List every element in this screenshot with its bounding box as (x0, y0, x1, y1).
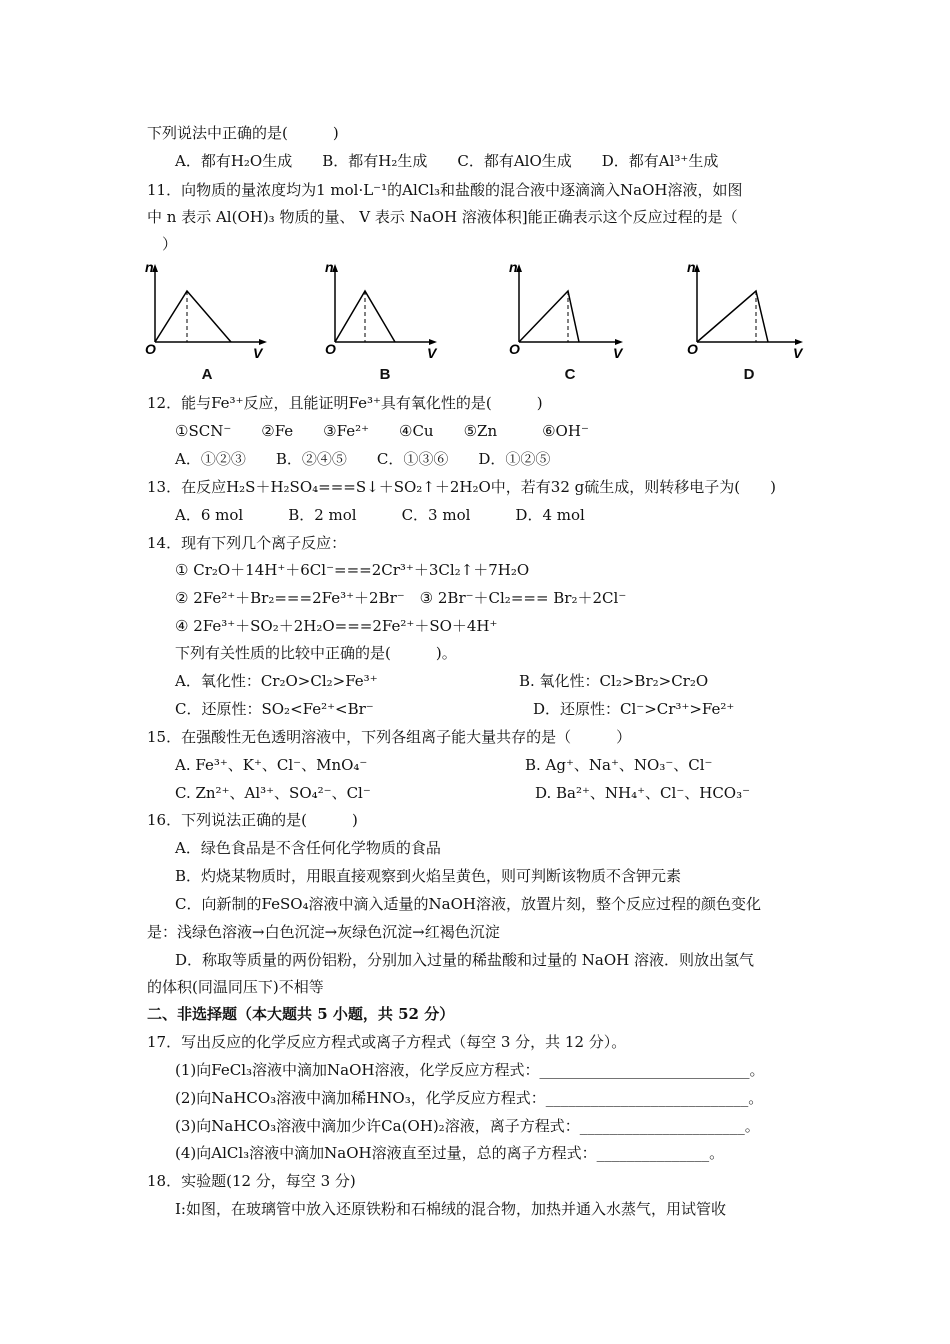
graph-c-axis-n: n (509, 259, 518, 275)
q11-stem-line3: ） (147, 235, 178, 253)
q14-option-a: A．氧化性：Cr₂O>Cl₂>Fe³⁺ (175, 672, 378, 690)
graph-a (143, 258, 313, 388)
q17-part-3: (3)向NaHCO₃溶液中滴加少许Ca(OH)₂溶液，离子方程式：______________________。 (175, 1117, 760, 1135)
q14-reaction-1: ① Cr₂O＋14H⁺＋6Cl⁻===2Cr³⁺＋3Cl₂↑＋7H₂O (175, 561, 530, 579)
graph-a-label: A (201, 366, 213, 383)
q11-stem-line1: 11．向物质的量浓度均为1 mol·L⁻¹的AlCl₃和盐酸的混合液中逐滴滴入NaOH溶液，如图 (147, 181, 743, 199)
q16-stem: 16．下列说法正确的是( ) (147, 811, 358, 829)
q15-option-d: D. Ba²⁺、NH₄⁺、Cl⁻、HCO₃⁻ (535, 784, 751, 802)
q17-part-2: (2)向NaHCO₃溶液中滴加稀HNO₃，化学反应方程式：___________________________。 (175, 1089, 764, 1107)
graph-c-curve (519, 291, 579, 342)
graph-b-origin: O (325, 341, 336, 357)
q14-option-d: D．还原性：Cl⁻>Cr³⁺>Fe²⁺ (533, 700, 735, 718)
q13-options: A．6 mol B．2 mol C．3 mol D．4 mol (175, 506, 585, 524)
q16-option-c-line2: 是：浅绿色溶液→白色沉淀→灰绿色沉淀→红褐色沉淀 (147, 923, 500, 941)
q10-options: A．都有H₂O生成 B．都有H₂生成 C．都有AlO生成 D．都有Al³⁺生成 (175, 152, 719, 170)
q16-option-c-line1: C．向新制的FeSO₄溶液中滴入适量的NaOH溶液，放置片刻，整个反应过程的颜色变化 (175, 895, 761, 913)
q13-stem: 13．在反应H₂S＋H₂SO₄===S↓＋SO₂↑＋2H₂O中，若有32 g硫生成，则转移电子为( ) (147, 478, 776, 496)
graph-a-axis-v: V (253, 345, 263, 361)
q16-option-d-line1: D．称取等质量的两份铝粉，分别加入过量的稀盐酸和过量的 NaOH 溶液．则放出氢气 (175, 951, 755, 969)
graph-c-label: C (564, 366, 576, 383)
q18-part-1: I:如图，在玻璃管中放入还原铁粉和石棉绒的混合物，加热并通入水蒸气，用试管收 (175, 1200, 726, 1218)
graph-d-curve (697, 291, 768, 342)
q10-stem: 下列说法中正确的是( ) (147, 124, 339, 142)
q14-reaction-4: ④ 2Fe³⁺＋SO₂＋2H₂O===2Fe²⁺＋SO＋4H⁺ (175, 617, 498, 635)
q15-option-b: B. Ag⁺、Na⁺、NO₃⁻、Cl⁻ (525, 756, 713, 774)
graph-d-axis-n: n (687, 259, 696, 275)
section-2-heading: 二、非选择题（本大题共 5 小题，共 52 分） (147, 1005, 455, 1023)
q15-option-a: A. Fe³⁺、K⁺、Cl⁻、MnO₄⁻ (175, 756, 368, 774)
graph-d-axis-v: V (793, 345, 803, 361)
graph-a-axis-n: n (145, 259, 154, 275)
q16-option-a: A．绿色食品是不含任何化学物质的食品 (175, 839, 441, 857)
graph-d-label: D (743, 366, 755, 383)
q12-stem: 12．能与Fe³⁺反应，且能证明Fe³⁺具有氧化性的是( ) (147, 394, 543, 412)
q14-option-b: B. 氧化性：Cl₂>Br₂>Cr₂O (519, 672, 709, 690)
q17-part-4: (4)向AlCl₃溶液中滴加NaOH溶液直至过量，总的离子方程式：_______________。 (175, 1144, 725, 1162)
q12-options: A．①②③ B．②④⑤ C．①③⑥ D．①②⑤ (175, 450, 551, 468)
graph-c-origin: O (509, 341, 520, 357)
graph-b-axis-v: V (427, 345, 437, 361)
q12-items: ①SCN⁻ ②Fe ③Fe²⁺ ④Cu ⑤Zn ⑥OH⁻ (175, 422, 589, 440)
q17-part-1: (1)向FeCl₃溶液中滴加NaOH溶液，化学反应方程式：____________________________。 (175, 1061, 765, 1079)
graph-c-axis-v: V (613, 345, 623, 361)
graph-b (323, 258, 493, 388)
q11-stem-line2: 中 n 表示 Al(OH)₃ 物质的量、 V 表示 NaOH 溶液体积]能正确表示这个反应过程的是（ (147, 208, 738, 226)
q15-option-c: C. Zn²⁺、Al³⁺、SO₄²⁻、Cl⁻ (175, 784, 371, 802)
q14-option-c: C．还原性：SO₂<Fe²⁺<Br⁻ (175, 700, 374, 718)
graph-a-curve (155, 291, 231, 342)
q18-stem: 18．实验题(12 分，每空 3 分) (147, 1172, 356, 1190)
q17-stem: 17．写出反应的化学反应方程式或离子方程式（每空 3 分，共 12 分）。 (147, 1033, 627, 1051)
q14-reaction-2-3: ② 2Fe²⁺＋Br₂===2Fe³⁺＋2Br⁻ ③ 2Br⁻＋Cl₂=== Br₂＋2Cl⁻ (175, 589, 627, 607)
q16-option-d-line2: 的体积(同温同压下)不相等 (147, 978, 324, 996)
graph-b-axis-n: n (325, 259, 334, 275)
q14-ask: 下列有关性质的比较中正确的是( )。 (175, 644, 457, 662)
q16-option-b: B．灼烧某物质时，用眼直接观察到火焰呈黄色，则可判断该物质不含钾元素 (175, 867, 682, 885)
graph-c (507, 258, 677, 388)
q14-stem: 14．现有下列几个离子反应： (147, 534, 347, 552)
graph-d (685, 258, 855, 388)
graph-b-label: B (379, 366, 391, 383)
graph-a-origin: O (145, 341, 156, 357)
q15-stem: 15．在强酸性无色透明溶液中，下列各组离子能大量共存的是（ ） (147, 728, 632, 746)
graph-d-origin: O (687, 341, 698, 357)
